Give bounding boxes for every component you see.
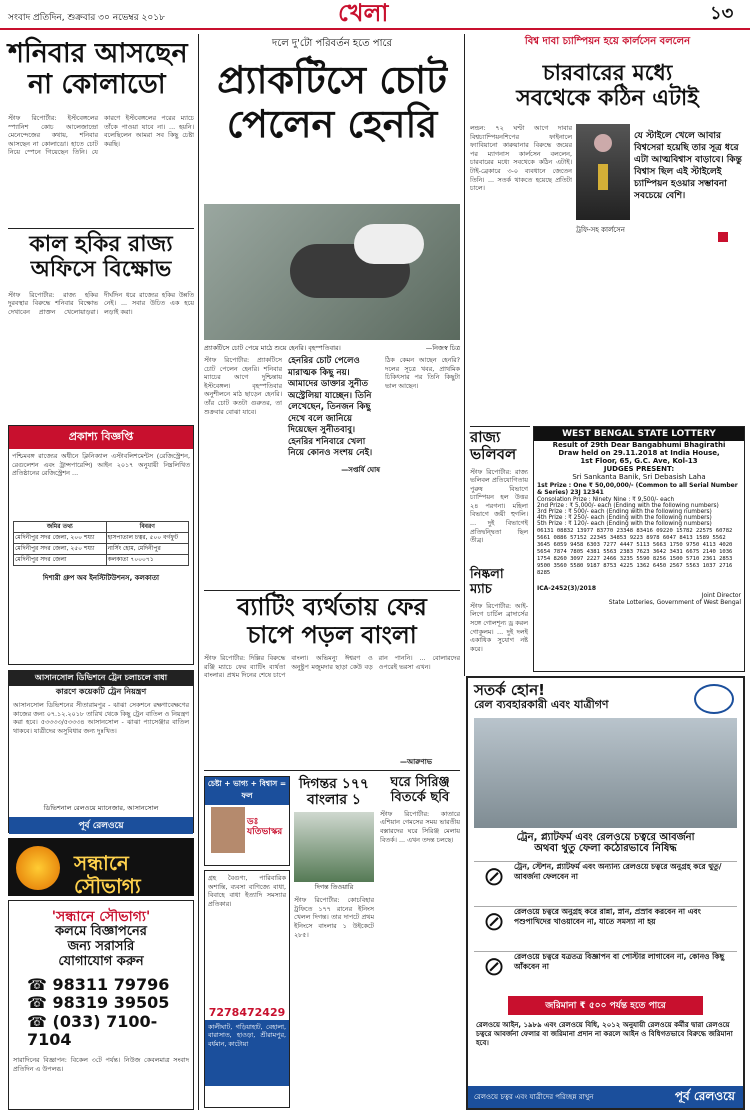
notice-footer: দিশারী গ্রুপ অব ইনস্টিটিউশনস, কলকাতা [42,574,160,582]
table-cell: হাসপাতাল চত্বর, ৫০০ বর্গফুট [106,533,188,544]
article-carlsen [470,34,745,112]
ad-astro-address: কালীঘাট, গড়িয়াহাট, বেহালা, বারাসাত, হাওড়া, শ্রীরামপুর, বর্ধমান, কাটোয়া [205,1020,289,1086]
article-hockey [8,232,194,383]
fine-banner: জরিমানা ₹ ৫০০ পর্যন্ত হতে পারে [508,996,703,1015]
article-body: স্টাফ রিপোর্টার: কাতারে এশিয়ান গেমসের সময় ভারতীয় বক্সারদের ঘরে সিরিঞ্জ মেলায় বিতর্ক। ... এখন তদন্ত চলছে। [380,809,460,844]
article-bengal [204,594,460,649]
ad-astro-tagline: চেষ্টা + ভাগ্য + বিশ্বাস = ফল [205,777,289,805]
prize-line: 2nd Prize : ₹ 5,000/- each (Ending with the following numbers) [537,503,719,509]
ad-rail-warning: ট্রেন, প্ল্যাটফর্ম এবং রেলওয়ে চত্বরে আবর্জনা [516,831,695,843]
section-title: খেলা [338,0,389,27]
ad-rail [466,676,745,1110]
phone-number: ☎ (033) 7100-7104 [27,1011,158,1050]
lottery-line: Result of 29th Dear Bangabhumi Bhagirathi [552,441,726,449]
rule-row: ⊘ রেলওয়ে চত্বরে যত্রতত্র বিজ্ঞাপন বা পোস্টার লাগাবেন না, কোনও কিছু আঁকবেন না [474,951,737,990]
table-cell: কলকাতা ৭০০০৭১ [106,555,188,566]
prize-line: Consolation Prize : Ninety Nine : ₹ 9,500/- each [537,497,675,503]
headline: কাল হকির রাজ্য [29,232,173,257]
article-body: স্টাফ রিপোর্টার: ইস্টবেঙ্গলের স্প্যানিশ কোচ আলেজান্দ্রো মেনেন্দেজের কথায়, শনিবার আসছেন না কোলাডো। হাতে চোট নিয়ে স্পেনে গিয়েছেন তিনি। যে কারণে ইস্টবেঙ্গলের পরের ম্যাচে তাঁকে পাওয়া যাবে না। ... হয়নি। বলেছিলেন আমরা সব কিছু চেষ্টা করছি। [8,114,194,157]
ad-footer: সারাদিনের বিজ্ঞাপন: বিকেল ৩টে পর্যন্ত। নিউজ কেবলমাত্র সংবাদ প্রতিদিন এ উপলব্ধ। [13,1056,189,1074]
article-body: স্টাফ রিপোর্টার: দিল্লির বিরুদ্ধে রঞ্জি ম্যাচে ফের ব্যাটিং ব্যর্থতা বাংলার। প্রথম দিনের শেষে চাপে বাংলা। অভিমন্যু ঈশ্বরণ ও অনুষ্টুপ মজুমদার ছাড়া কেউ বড় রান পাননি। ... বোলারদের ওপরেই ভরসা এখন। [204,654,460,680]
headline: দিগন্তর ১৭৭ [298,776,370,792]
train-notice-subtitle: কারণে কয়েকটি ট্রেন নিয়ন্ত্রণ [55,687,147,696]
article-body: স্টাফ রিপোর্টার: রাজ্য হকির দুরবস্থার বিরুদ্ধে শনিবার বিক্ষোভ দেখাবেন প্রাক্তন খেলোয়াড়রা। দীর্ঘদিন ধরে রাজ্যের হকির উন্নতি নেই। ... সবার উচিত এক হয়ে লড়াই করা। [8,290,194,316]
prize-line: 4th Prize : ₹ 250/- each (Ending with the following numbers) [537,515,712,521]
rule-row: ⊘ ট্রেন, স্টেশন, প্ল্যাটফর্ম এবং অন্যান্য রেলওয়ে চত্বরে অনুগ্রহ করে থুতু/আবর্জনা ফেলবেন না [474,861,737,900]
table-header: বিবরণ [106,522,188,533]
headline-2: পেলেন হেনরি [226,101,438,146]
byline: —আরুণাভ [400,758,433,766]
ad-astro [204,870,290,1108]
pull-quote: হেনরির চোট পেলেও মারাত্মক কিছু নয়। আমাদের ডাক্তার সুনীত অস্ট্রেলিয়া যাচ্ছেন। তিনি লেখেছেন, তিনজন কিছু দেখে বলে জানিয়ে দিয়েছেন সুনীতবাবু। হেনরির শনিবারে খেলা নিয়ে কোনও সংশয় নেই। [288,356,373,458]
lottery-line: JUDGES PRESENT: [603,465,675,473]
date-line: সংবাদ প্রতিদিন, শুক্রবার ৩০ নভেম্বর ২০১৮ [8,13,165,23]
train-notice-signature: ডিভিশনাল রেলওয়ে ম্যানেজার, আসানসোল [43,804,159,812]
page-header [0,0,750,28]
photo-caption: দিগন্ত তিওয়ারি [314,883,354,892]
ad-astro-phone: 7278472429 [208,1006,286,1019]
lottery-result [533,426,745,672]
ad-title: 'সন্ধানে সৌভাগ্য' [51,909,151,925]
table-cell: নার্সিং হোম, মেদিনীপুর [106,544,188,555]
lottery-line: 1st Floor, 65, G.C. Ave, Kol-13 [580,457,698,465]
public-notice [8,425,194,665]
headline: ঘরে সিরিঞ্জ [390,775,450,790]
photo-credit: —নিজস্ব চিত্র [425,344,460,352]
article-colado [8,38,194,194]
headline-2: না কোলাডো [28,69,166,101]
digonta-photo [294,812,374,882]
article-body: স্টাফ রিপোর্টার: রাজ্য ভলিবল প্রতিযোগিতায় পুরুষ বিভাগে চ্যাম্পিয়ন হল উত্তর ২৪ পরগনা। মহিলা বিভাগে জয়ী হুগলি। ... দুই বিভাগেই প্রতিদ্বন্দ্বিতা ছিল তীব্র। [470,467,528,545]
lottery-line: Draw held on 29.11.2018 at India House, [558,449,720,457]
quote-block [288,356,380,576]
lottery-signature: State Lotteries, Government of West Bengal [608,599,741,606]
prize-line: 3rd Prize : ₹ 500/- each (Ending with the following numbers) [537,509,712,515]
notice-title: প্রকাশ্য বিজ্ঞপ্তি [9,426,193,449]
notice-table [13,521,189,566]
astrologer-photo [211,807,245,853]
photo-caption: ট্রফি-সহ কার্লসেন [576,226,625,234]
ad-line: যোগাযোগ করুন [58,953,144,969]
ad-soubhagya-banner [8,838,194,896]
sun-icon [16,846,60,890]
no-poster-icon: ⊘ [483,951,505,982]
pull-quote: যে স্টাইলে খেলে আবার বিশ্বসেরা হয়েছি তার সূত্র ধরে এটা আত্মবিশ্বাস বাড়াবে। কিন্তু বিশ্বাস ছিল এই স্টাইলেই চ্যাম্পিয়ন হওয়ার সম্ভাবনা সবচেয়ে বেশি। [634,131,742,201]
ad-line: কলমে বিজ্ঞাপনের [55,924,147,940]
headline-2: সবথেকে কঠিন এটাই [516,86,699,112]
headline-2: বিতর্কে ছবি [390,789,450,805]
phone-icon: ☎ [27,993,53,1013]
lottery-line: Sri Sankanta Banik, Sri Debasish Laha [572,473,706,481]
article-body: স্টাফ রিপোর্টার: প্র্যাকটিসে চোট পেলেন হেনরি। শনিবার ম্যাচের আগে দুশ্চিন্তায় ইস্টবেঙ্গল। বৃহস্পতিবার অনুশীলনে মাঠ ছাড়েন হেনরি। তাঁর চোট কতটা গুরুতর, তা শুক্রবার বোঝা যাবে। [204,356,282,416]
ad-line: জন্য সরাসরি [67,939,135,955]
table-cell: মেদিনীপুর সদর জেলা [14,555,107,566]
notice-body: পশ্চিমবঙ্গ রাজ্যের অধীনে ক্লিনিক্যাল এস্টাবলিশমেন্টস (রেজিস্ট্রেশন, রেগুলেশন এবং ট্রান্সপারেন্সি) আইন ২০১৭ অনুযায়ী নিম্নলিখিত প্রতিষ্ঠানের রেজিস্ট্রেশন ... [12,452,190,478]
train-notice [8,670,194,833]
headline: প্র্যাকটিসে চোট [217,58,447,102]
astrologer-name: ডঃ যতিভাস্কর [247,817,283,838]
kicker: বিশ্ব দাবা চ্যাম্পিয়ন হয়ে কার্লসেন বললেন [524,36,691,47]
photo-caption: প্র্যাকটিসে চোট পেয়ে মাঠে শুয়ে হেনরি। বৃহস্পতিবার। —নিজস্ব চিত্র [204,344,460,352]
lottery-signature: Joint Director [701,592,741,599]
headline-2: বাংলার ১ [306,792,362,809]
lottery-header: WEST BENGAL STATE LOTTERY [534,427,744,441]
article-digonta [294,776,374,1016]
phone-number: ☎ 98319 39505 [27,993,170,1013]
station-photo [474,718,737,828]
first-prize: 1st Prize : One ₹ 50,00,000/- (Common to all Serial Number & Series) 23J 12341 [537,482,738,496]
article-henry [204,36,460,146]
headline: ব্যাটিং ব্যর্থতায় ফের [237,593,427,621]
logo-150-icon [694,684,734,714]
lottery-footer: ICA-2452(3)/2018 [537,585,597,592]
ad-soubhagya [8,900,194,1110]
article-body-right: ঠিক কেমন আছেন হেনরি? দলের সূত্রে খবর, প্রাথমিক চিকিৎসার পর তিনি কিছুটা ভাল আছেন। [385,356,460,390]
headline-2: অফিসে বিক্ষোভ [30,257,172,283]
article-nishkola [470,568,528,670]
carlsen-photo [576,124,630,220]
ad-rail-title: সতর্ক হোন! [474,681,545,699]
rule-row: ⊘ রেলওয়ে চত্বরে অনুগ্রহ করে রান্না, স্নান, প্রস্রাব করবেন না এবং পশুপাখিদের খাওয়াবেন না, যাতে সমস্যা না হয় [474,906,737,945]
no-spitting-icon: ⊘ [483,861,505,892]
table-header: জমির তথ্য [14,522,107,533]
headline: নিষ্কলা ম্যাচ [470,567,504,597]
phone-icon: ☎ [27,1011,53,1031]
phone-number: ☎ 98311 79796 [27,974,170,994]
byline: —সপ্তর্ষি ঘোষ [341,465,380,474]
lottery-numbers: 06131 08832 13977 83770 23348 83416 09220 15782 22575 60782 5661 0886 57152 22345 34853 9223 8978 6047 8413 1589 5562 3645 6059 9458 6303 7277 4447 5113 5663 1750 9750 4113 4020 5654 7874 7805 4381 5563 2383 7623 3642 3431 6675 2140 1036 1754 8260 3097 2227 2466 3235 5590 8256 1500 5710 2361 2853 9500 3560 5580 9187 8753 4225 1362 6450 2567 5563 1037 2716 8285 [537,528,733,576]
phone-icon: ☎ [27,974,53,994]
article-volleyball [470,429,528,578]
trophy-icon [598,164,608,190]
kicker: দলে দু'টো পরিবর্তন হতে পারে [271,38,392,49]
train-notice-body: আসানসোল ডিভিশনের সীতারামপুর - ঝাঝা সেকশনে রক্ষণাবেক্ষণের কাজের জন্য ০৭.১২.২০১৮ তারিখ থেকে কিছু ট্রেন বাতিল ও নিয়ন্ত্রণ করা হবে। ৫৩৩৩৩/৫৩৩৩৪ আসানসোল - ঝাঝা প্যাসেঞ্জার বাতিল থাকবে। যাত্রীদের অসুবিধার জন্য দুঃখিত। [13,701,189,735]
article-body: লন্ডন: ৭২ ঘণ্টা আগে দাবার বিশ্বচ্যাম্পিয়নশিপের ফাইনালে ফ্যাবিয়ানো কারুয়ানার বিরুদ্ধে জয়ের পর ম্যাগনাস কার্লসেন বললেন, চারবারের মধ্যে সবথেকে কঠিন এটাই। টাই-ব্রেকারে ৩-০ ব্যবধানে জেতেন তিনি। ... সতর্ক থাকতে হয়েছে প্রতিটা চালে। [470,124,572,193]
table-cell: মেদিনীপুর সদর জেলা, ২০০ শয্যা [14,533,107,544]
table-cell: মেদিনীপুর সদর জেলা, ২৫০ শয্যা [14,544,107,555]
ad-rail-footer: রেলওয়ে চত্বর এবং যাত্রীদের পরিচ্ছন্ন রাখুন পূর্ব রেলওয়ে [468,1086,743,1108]
ad-rail-legal: রেলওয়ে আইন, ১৯৮৯ এবং রেলওয়ে বিধি, ২০১২ অনুযায়ী রেলওয়ে কর্মীর দ্বারা রেলওয়ে চত্বরে আবর্জনা ফেলার বা জরিমানা প্রদান না করলে আইন ও বিধিগতভাবে বিরুদ্ধে জরিমানা হবে। [476,1020,733,1047]
page-number: ১৩ [710,3,734,24]
headline: শনিবার আসছেন [8,38,188,69]
prize-line: 5th Prize : ₹ 120/- each (Ending with the following numbers) [537,521,712,527]
ad-astro-top [204,776,290,866]
henry-photo [204,204,460,340]
ad-rail-subtitle: রেল ব্যবহারকারী এবং যাত্রীগণ [474,698,609,712]
ad-rail-warning: অথবা থুতু ফেলা কঠোরভাবে নিষিদ্ধ [534,843,677,855]
headline: চারবারের মধ্যে [542,61,673,86]
headline: রাজ্য ভলিবল [470,428,517,464]
ad-astro-body: গ্রহ বৈগুণ্য, পারিবারিক অশান্তি, ব্যবসা বাণিজ্যে বাধা, বিবাহে বাধা ইত্যাদি সমস্যার প্রতিকার। [208,874,286,908]
train-notice-title: আসানসোল ডিভিশনে ট্রেন চলাচলে বাধা [9,671,193,686]
headline-2: চাপে পড়ল বাংলা [247,620,417,649]
banner-title: সন্ধানে সৌভাগ্য [74,851,141,898]
article-body: স্টাফ রিপোর্টার: আই-লিগে চার্চিল ব্রাদার্সের সঙ্গে গোলশূন্য ড্র করল গোকুলম। ... দুই দলই একাধিক সুযোগ নষ্ট করে। [470,601,528,653]
article-syringe [380,776,460,1040]
train-notice-footer: পূর্ব রেলওয়ে [9,817,193,834]
no-bathing-icon: ⊘ [483,906,505,937]
quote-mark-icon [718,232,728,242]
article-body: স্টাফ রিপোর্টার: কোচবিহার ট্রফিতে ১৭৭ রানের ইনিংস খেলল দিগন্ত। তার দাপটে প্রথম ইনিংসে বাংলার ১ উইকেটে ২৮৫। [294,896,374,939]
